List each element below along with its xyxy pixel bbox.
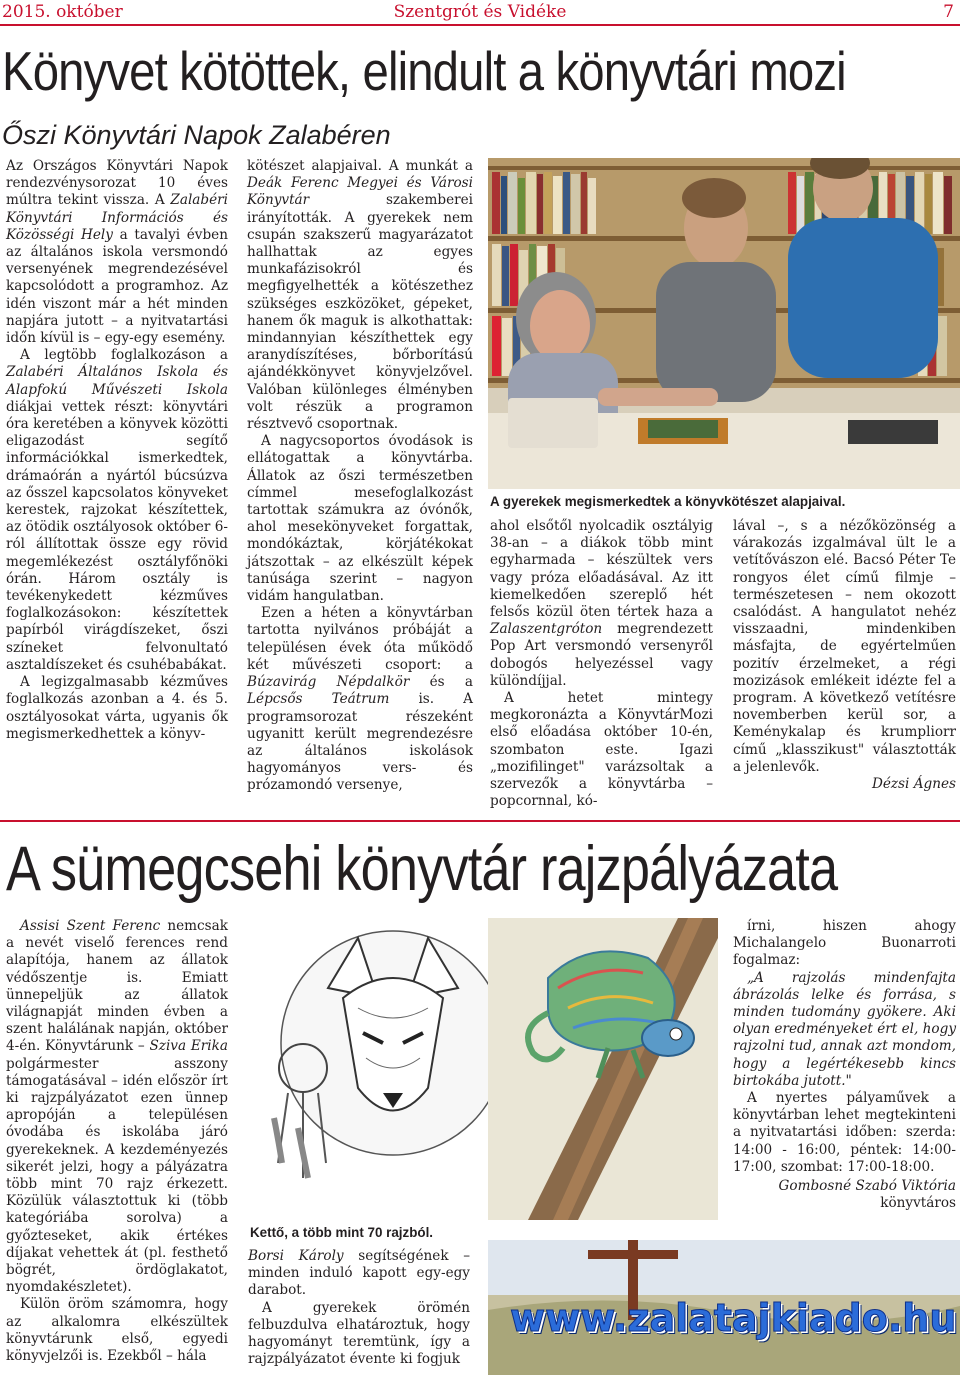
a1c3-p1: ahol elsőtől nyolcadik osztályig 38-an – a diákok több mint egyharmada – készültek vers vagy próza előadásával. Az itt kiemelkedően szereplő hét felsős közül öten tértek haza a Zalaszentgróton megrendezett Pop Art versmondó versenyről dobogós helyezéssel vagy különdíjjal.: [490, 518, 713, 689]
article1-column-4: [733, 518, 956, 793]
a1c2-p2: A nagycsoportos óvodások is ellátogattak a könyvtárba. Állatok az őszi természetben címmel mesefoglalkozást tartottak számukra az óvónők, ahol mesekönyveket forgattak, mondókáztak, körjátékokat játszottak – az elkészült képek tanúsága szerint – nagyon vidám hangulatban.: [247, 433, 473, 605]
publisher-ad[interactable]: [488, 1240, 960, 1375]
article2-column-2: [248, 1248, 470, 1368]
publisher-url-link[interactable]: www.zalatajkiado.hu: [510, 1296, 957, 1340]
article1-column-2: [247, 158, 473, 795]
article2-author-role: könyvtáros: [880, 1195, 956, 1212]
article-divider: [0, 820, 960, 822]
article2-author: Gombosné Szabó Viktória: [778, 1178, 956, 1195]
article1-title: Könyvet kötöttek, elindult a könyvtári mozi: [2, 40, 846, 102]
article1-column-3: [490, 518, 713, 810]
a2c3-p1: írni, hiszen ahogy Michalangelo Buonarroti fogalmaz:: [733, 918, 956, 969]
a1c3-p2: A hetet mintegy megkoronázta a KönyvtárMozi első előadása október 10-én, szombaton este. Igazi „mozifilinget" varázsoltak a szervezők a könyvtárba – popcornnal, kó-: [490, 690, 713, 810]
article1-column-1: [6, 158, 228, 743]
drawings-photo: [248, 918, 718, 1220]
a1c2-p1: kötészet alapjaival. A munkát a Deák Ferenc Megyei és Városi Könyvtár szakemberei irányították. A gyerekek nem csupán szakszerű magyarázatot hallhattak az egyes munkafázisokról és megfigyelhették a kötészethez szükséges eszközöket, gépeket, hanem ők maguk is alkothattak: mindannyian készíthettek egy aranydíszítéses, bőrborítású ajándékkönyvet könyvjelzővel. Valóban különleges élményben volt részük a programon résztvevő csoportnak.: [247, 158, 473, 433]
bookbinding-photo-illustration: [488, 158, 960, 489]
bookbinding-photo: [488, 158, 960, 489]
page-number: 7: [943, 2, 954, 22]
issue-date: 2015. október: [2, 2, 123, 22]
article2-title: A sümegcsehi könyvtár rajzpályázata: [6, 834, 838, 904]
a1c1-p3: A legizgalmasabb kézműves foglalkozás azonban a 4. és 5. osztályosokat várta, ugyanis ők megismerkedhettek a könyv-: [6, 674, 228, 742]
a1c1-p1: Az Országos Könyvtári Napok rendezvénysorozat 10 éves múltra tekint vissza. A Zalabéri Könyvtári Információs és Közösségi Hely a tavalyi évben az általános iskola versmondó versenyének megrendezésével kapcsolódott a programhoz. Az idén viszont már a hét minden napjára jutott – a nyitvatartási időn kívül is – egy-egy esemény.: [6, 158, 228, 347]
a1c4-p1: lával –, s a nézőközönség a várakozás izgalmával ült le a vetítővászon elé. Bacsó Péter Te rongyos élet című filmje – természetesen – nem okozott csalódást. A hangulatot nehéz visszaadni, mindenkiben másfajta, de egyértelműen pozitív érzelmeket, a régi mozizások emlékeit idézte fel a program. A következő vetítésre novemberben kerül sor, a Keménykalap és krumpliorr című „klasszikust" választották a jelenlevők.: [733, 518, 956, 775]
article2-column-1: [6, 918, 228, 1365]
header-rule: [0, 24, 960, 26]
a1c1-p2: A legtöbb foglalkozáson a Zalabéri Általános Iskola és Alapfokú Művészeti Iskola diákjai vettek részt: könyvtári óra keretében a könyvek közötti eligazodást segítő információkkal ismerkedtek, drámaórán a nyártól búcsúzva az ősszel kapcsolatos könyveket kerestek, rajzokat készítettek, az ötödik osztályosok október 6-ról állítottak össze egy rövid megemlékezést osztályfőnöki órán. Három osztály is tevékenykedett kézműves foglalkozásokon: készítettek papírból virágdíszeket, őszi színeket felvonultató asztaldíszeket és csuhébabákat.: [6, 347, 228, 673]
drawings-illustration: [248, 918, 718, 1220]
a2c2-p2: A gyerekek örömén felbuzdulva elhatároztuk, hogy hagyományt teremtünk, így a rajzpályázatot évente ki fogjuk: [248, 1299, 470, 1368]
article1-subtitle: Őszi Könyvtári Napok Zalabéren: [2, 120, 391, 150]
a2c1-p2: Külön öröm számomra, hogy az alkalomra elkészültek könyvtárunk első, egyedi könyvjelzői is. Ezekből – hála: [6, 1296, 228, 1365]
a1c2-p3: Ezen a héten a könyvtárban tartotta nyilvános próbáját a településen évek óta működő két művészeti csoport: a Búzavirág Népdalkör és a Lépcsős Teátrum is. A programsorozat részeként ugyanitt került megrendezésre az általános iskolások hagyományos vers- és prózamondó versenye,: [247, 605, 473, 794]
article2-column-3: [733, 918, 956, 1212]
a2c1-p1: Assisi Szent Ferenc nemcsak a nevét viselő ferences rend alapítója, hanem az állatok védőszentje is. Emiatt ünnepeljük az állatok világnapját minden évben a szent halálának napján, október 4-én. Könyvtárunk – Sziva Erika polgármester asszony támogatásával – idén először írt ki rajzpályázatot ezen ünnep apropóján a településen óvodába és iskolába járó gyerekeknek. A kezdeményezés sikerét jelzi, hogy a pályázatra több mint 70 rajz érkezett. Közülük választottuk ki (több kategóriába sorolva) a győzteseket, akik értékes díjakat vehettek át (pl. festhető bögrét, ördöglakatot, nyomdakészletet).: [6, 918, 228, 1296]
a2c3-p3: A nyertes pályaművek a könyvtárban lehet megtekinteni a nyitvatartási időben: szerda: 14:00 - 16:00, péntek: 14:00-17:00, szombat: 17:00-18:00.: [733, 1090, 956, 1175]
a2c3-quote: „A rajzolás mindenfajta ábrázolás lelke és forrása, s minden tudomány gyökere. Aki olyan eredményeket ért el, hogy rajzolni tud, annak azt mondom, hogy a legértékesebb kincs birtokába jutott.": [733, 969, 956, 1089]
article1-photo-caption: A gyerekek megismerkedtek a könyvkötészet alapjaival.: [490, 494, 846, 509]
a2c2-p1: Borsi Károly segítségének – minden induló kapott egy-egy darabot.: [248, 1248, 470, 1299]
article1-author: Dézsi Ágnes: [871, 776, 956, 793]
article2-photo-caption: Kettő, a több mint 70 rajzból.: [250, 1225, 434, 1240]
publication-name: Szentgrót és Vidéke: [393, 2, 567, 22]
